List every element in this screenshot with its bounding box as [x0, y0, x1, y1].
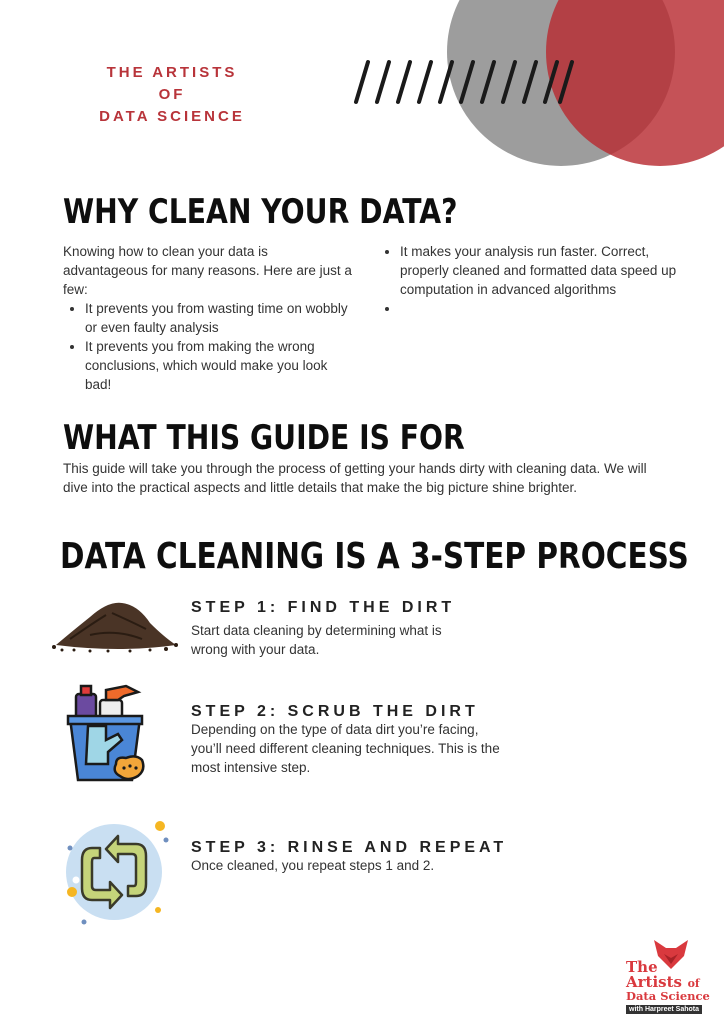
bullet-item-empty: [400, 299, 678, 318]
step-1-title: STEP 1: FIND THE DIRT: [191, 599, 456, 616]
bullet-item: • It prevents you from making the wrong conclusions, which would make you look bad!: [85, 337, 355, 394]
step-2-title: STEP 2: SCRUB THE DIRT: [191, 703, 479, 720]
slashes-decoration: [342, 58, 582, 106]
brand-line-3: DATA SCIENCE: [99, 108, 245, 125]
why-left-column: [63, 242, 355, 394]
cleaning-bucket-icon: [66, 684, 146, 788]
logo-artists-text: Artists: [626, 973, 682, 991]
repeat-arrows-icon: [62, 818, 172, 928]
brand-line-2: OF: [158, 86, 186, 103]
guide-text: This guide will take you through the process of getting your hands dirty with cleaning data. We will dive into the practical aspects and little details that make the big picture shine brighter.: [63, 461, 647, 495]
guide-heading: WHAT THIS GUIDE IS FOR: [63, 418, 465, 458]
why-heading: WHY CLEAN YOUR DATA?: [63, 192, 458, 232]
process-heading: DATA CLEANING IS A 3-STEP PROCESS: [60, 536, 689, 577]
why-bullets-left: [63, 299, 355, 394]
why-right-column: [378, 242, 678, 318]
why-bullets-right: [378, 242, 678, 318]
why-intro: Knowing how to clean your data is advantageous for many reasons. Here are just a few:: [63, 244, 352, 297]
brand-title: [72, 62, 272, 128]
step-1-desc: Start data cleaning by determining what is wrong with your data.: [191, 623, 442, 657]
bullet-item: • It prevents you from wasting time on wobbly or even faulty analysis: [85, 299, 355, 337]
brand-line-1: THE ARTISTS: [106, 64, 238, 81]
logo-line-the: The: [626, 958, 658, 976]
logo-tagline: with Harpreet Sahota: [626, 1005, 702, 1014]
step-3-title: STEP 3: RINSE AND REPEAT: [191, 839, 508, 856]
brand-logo: [622, 938, 718, 1020]
logo-of-text: of: [687, 977, 700, 990]
step-3-desc: Once cleaned, you repeat steps 1 and 2.: [191, 858, 435, 873]
logo-line-data-science: Data Science: [626, 989, 710, 1003]
fox-icon: [652, 938, 690, 970]
step-2-desc: Depending on the type of data dirt you’re facing, you’ll need different cleaning techniques. This is the most intensive step.: [191, 722, 500, 775]
bullet-item: • It makes your analysis run faster. Correct, properly cleaned and formatted data speed up computation in advanced algorithms: [400, 242, 678, 299]
dirt-pile-icon: [50, 595, 180, 655]
